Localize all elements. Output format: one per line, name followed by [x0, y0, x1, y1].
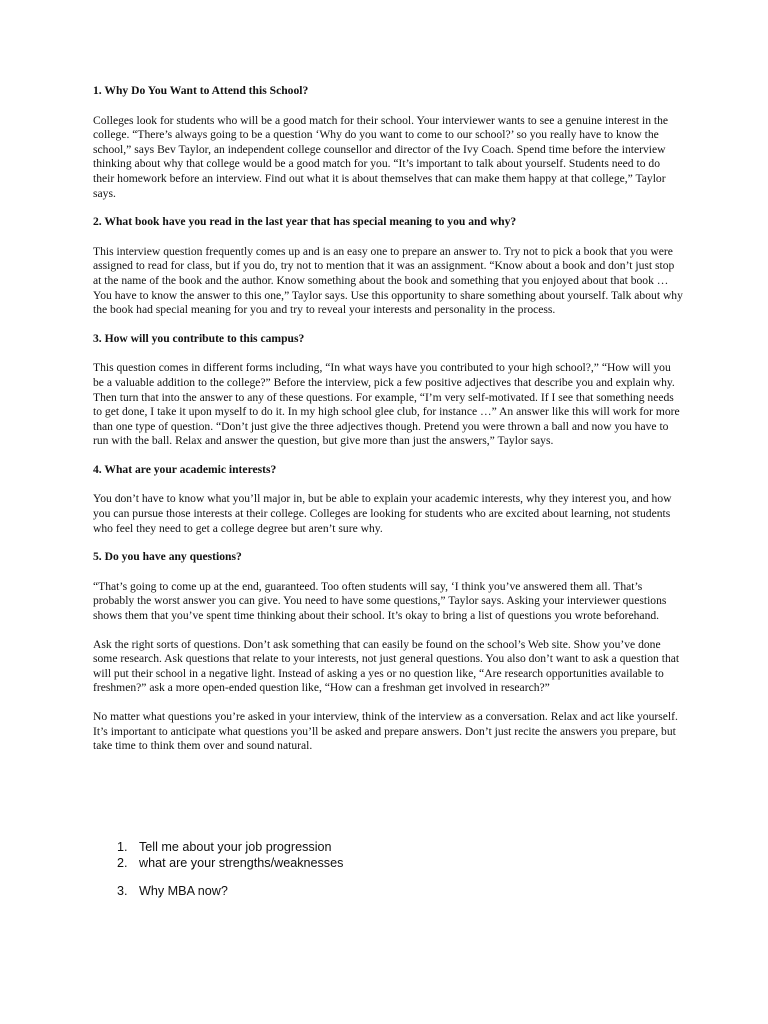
section-paragraph: “That’s going to come up at the end, guaranteed. Too often students will say, ‘I think you’ve answered them all. That’s probably the worst answer you can give. You need to have some questions,” Taylor says. Asking your interviewer questions shows them that you’ve spent time thinking about their school. It’s okay to bring a list of questions you wrote beforehand. [93, 579, 667, 623]
document-body [93, 84, 683, 768]
section-heading: 2. What book have you read in the last year that has special meaning to you and why? [93, 215, 517, 229]
section-book-meaning [93, 215, 683, 318]
list-item [117, 855, 677, 871]
section-heading: 4. What are your academic interests? [93, 462, 277, 476]
section-paragraph: This interview question frequently comes up and is an easy one to prepare an answer to. Try not to pick a book that you were assigned to read for class, but if you do, try not to mention that it was an assignment. “Know about a book and don’t just stop at the name of the book and the author. Know something about the book and something that you enjoyed about that book … You have to know the answer to this one,” Taylor says. Use this opportunity to share something about yourself. Talk about why the book had special meaning for you and try to reveal your interests and personality in the process. [93, 244, 683, 317]
section-academic-interests [93, 463, 683, 536]
section-any-questions [93, 550, 683, 754]
list-item-number: 2. [117, 856, 128, 870]
section-paragraph: Ask the right sorts of questions. Don’t ask something that can easily be found on the school’s Web site. Show you’ve done some research. Ask questions that relate to your interests, not just general questions. You also don’t want to ask a question that will put their school in a negative light. Instead of asking a yes or no question like, “Are research opportunities available to freshmen?” ask a more open-ended question like, “How can a freshman get involved in research?” [93, 637, 680, 695]
list-item-text: Tell me about your job progression [139, 840, 332, 854]
numbered-question-list [117, 839, 677, 899]
section-heading: 3. How will you contribute to this campus? [93, 331, 305, 345]
list-item [117, 839, 677, 855]
list-item-number: 3. [117, 884, 128, 898]
section-why-attend [93, 84, 683, 201]
section-paragraph: You don’t have to know what you’ll major in, but be able to explain your academic interests, why they interest you, and how you can pursue those interests at their college. Colleges are looking for students who are excited about learning, not students who feel they need to get a college degree but aren’t sure why. [93, 492, 672, 535]
section-paragraph: This question comes in different forms including, “In what ways have you contributed to your high school?,” “How will you be a valuable addition to the college?” Before the interview, pick a few positive adjectives that describe you and explain why. Then turn that into the answer to any of these questions. For example, “I’m very self-motivated. If I see that something needs to get done, I take it upon myself to do it. In my high school glee club, for instance …” An answer like this will work for more than one type of question. “Don’t just give the three adjectives though. Pretend you were thrown a ball and now you have to run with the ball. Relax and answer the question, but give more than just the answers,” Taylor says. [93, 361, 680, 448]
list-item-text: Why MBA now? [139, 884, 228, 898]
section-paragraph: Colleges look for students who will be a good match for their school. Your interviewer wants to see a genuine interest in the college. “There’s always going to be a question ‘Why do you want to come to our school?’ so you really have to know the school,” says Bev Taylor, an independent college counsellor and director of the Ivy Coach. Spend time before the interview thinking about why that college would be a good match for you. “It’s important to talk about yourself. Students need to do their homework before an interview. Find out what it is about themselves that can make them happy at that college,” Taylor says. [93, 113, 669, 200]
list-item [117, 883, 677, 899]
section-heading: 5. Do you have any questions? [93, 550, 242, 564]
section-paragraph: No matter what questions you’re asked in your interview, think of the interview as a conversation. Relax and act like yourself. It’s important to anticipate what questions you’ll be asked and prepare answers. Don’t just recite the answers you prepare, but take time to think them over and sound natural. [93, 710, 678, 753]
list-item-number: 1. [117, 840, 128, 854]
list-item-text: what are your strengths/weaknesses [139, 856, 344, 870]
section-contribute-campus [93, 332, 683, 449]
section-heading: 1. Why Do You Want to Attend this School? [93, 84, 309, 97]
